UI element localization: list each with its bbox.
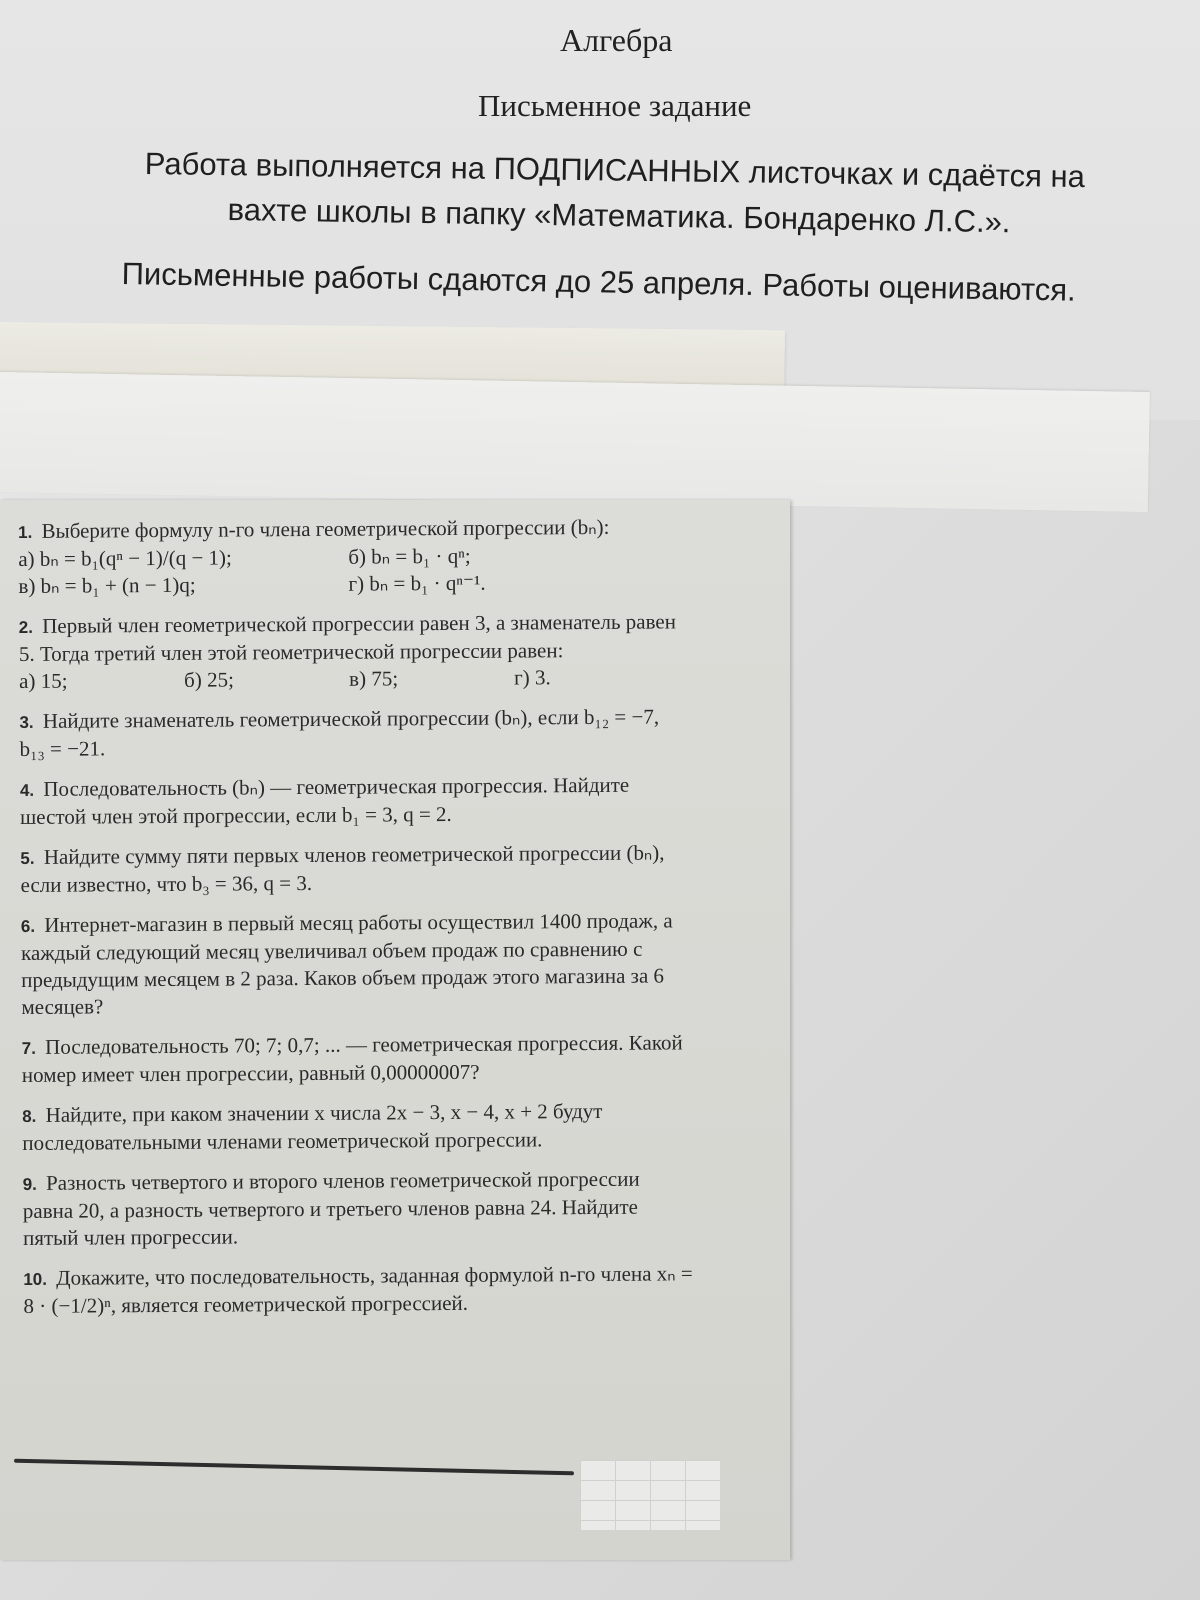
problem-text: Выберите формулу n-го члена геометрической прогрессии (bₙ): <box>41 514 610 543</box>
problem-number: 1. <box>18 522 33 542</box>
problem-8 <box>22 1097 692 1157</box>
page-subtitle: Письменное задание <box>478 88 752 123</box>
answer-options <box>19 663 689 695</box>
problem-2 <box>19 608 690 695</box>
deadline-notice: Письменные работы сдаются до 25 апреля. Работы оцениваются. <box>121 256 1076 308</box>
answer-options <box>18 541 688 600</box>
problem-text: Интернет-магазин в первый месяц работы осуществил 1400 продаж, а каждый следующий месяц увеличивал объем продаж по сравнению с предыдущим месяцем в 2 раза. Каков объем продаж этого магазина за 6 месяцев? <box>20 908 673 1019</box>
problem-number: 3. <box>19 712 34 732</box>
problem-9 <box>23 1165 694 1252</box>
problem-number: 2. <box>18 617 34 637</box>
problem-4 <box>20 771 690 831</box>
problem-5 <box>20 839 690 899</box>
problem-text: Последовательность 70; 7; 0,7; ... — геометрическая прогрессия. Какой номер имеет член прогрессии, равный 0,00000007? <box>21 1030 683 1087</box>
answer-option: б) bₙ = b₁ · qⁿ; <box>348 543 471 569</box>
answer-option: в) bₙ = b₁ + (n − 1)q; <box>18 572 196 598</box>
problem-list <box>18 513 694 1333</box>
worksheet-page <box>0 500 790 1560</box>
page-title: Алгебра <box>560 22 673 58</box>
grid-paper-scrap <box>580 1460 720 1530</box>
problem-text: Докажите, что последовательность, заданная формулой n-го члена xₙ = 8 · (−1/2)ⁿ, является геометрической прогрессией. <box>23 1261 693 1318</box>
problem-3 <box>19 703 689 763</box>
bottom-rule-line <box>14 1459 574 1476</box>
answer-option: а) 15; <box>19 668 68 693</box>
answer-option: г) bₙ = b₁ · qⁿ⁻¹. <box>348 570 486 596</box>
problem-7 <box>22 1029 692 1089</box>
problem-number: 4. <box>19 780 35 800</box>
problem-1 <box>18 513 689 600</box>
instructions-line-1: Работа выполняется на ПОДПИСАННЫХ листочках и сдаётся на <box>144 146 1086 195</box>
problem-text: Последовательность (bₙ) — геометрическая прогрессия. Найдите шестой член этой прогрессии, если b₁ = 3, q = 2. <box>20 772 630 829</box>
problem-number: 10. <box>23 1269 48 1289</box>
problem-text: Разность четвертого и второго членов геометрической прогрессии равна 20, а разность четвертого и третьего членов равна 24. Найдите пятый член прогрессии. <box>22 1166 640 1250</box>
problem-number: 5. <box>20 848 35 868</box>
problem-6 <box>21 907 692 1021</box>
problem-number: 9. <box>22 1174 37 1194</box>
answer-option: а) bₙ = b₁(qⁿ − 1)/(q − 1); <box>18 545 232 571</box>
problem-number: 8. <box>22 1106 37 1126</box>
problem-text: Найдите знаменатель геометрической прогрессии (bₙ), если b₁₂ = −7, b₁₃ = −21. <box>19 704 660 761</box>
problem-number: 7. <box>21 1038 36 1058</box>
answer-option: г) 3. <box>514 665 551 690</box>
answer-option: б) 25; <box>184 667 234 692</box>
problem-text: Найдите, при каком значении x числа 2x − 3, x − 4, x + 2 будут последовательными членами геометрической прогрессии. <box>22 1098 603 1155</box>
folded-paper-strip <box>0 372 1150 512</box>
problem-10 <box>23 1260 693 1320</box>
problem-text: Найдите сумму пяти первых членов геометрической прогрессии (bₙ), если известно, что b₃ = 36, q = 3. <box>20 840 665 897</box>
problem-text: Первый член геометрической прогрессии равен 3, а знаменатель равен 5. Тогда третий член этой геометрической прогрессии равен: <box>18 609 677 666</box>
instructions-line-2: вахте школы в папку «Математика. Бондаренко Л.С.». <box>227 192 1011 240</box>
answer-option: в) 75; <box>349 666 399 691</box>
problem-number: 6. <box>20 916 36 936</box>
